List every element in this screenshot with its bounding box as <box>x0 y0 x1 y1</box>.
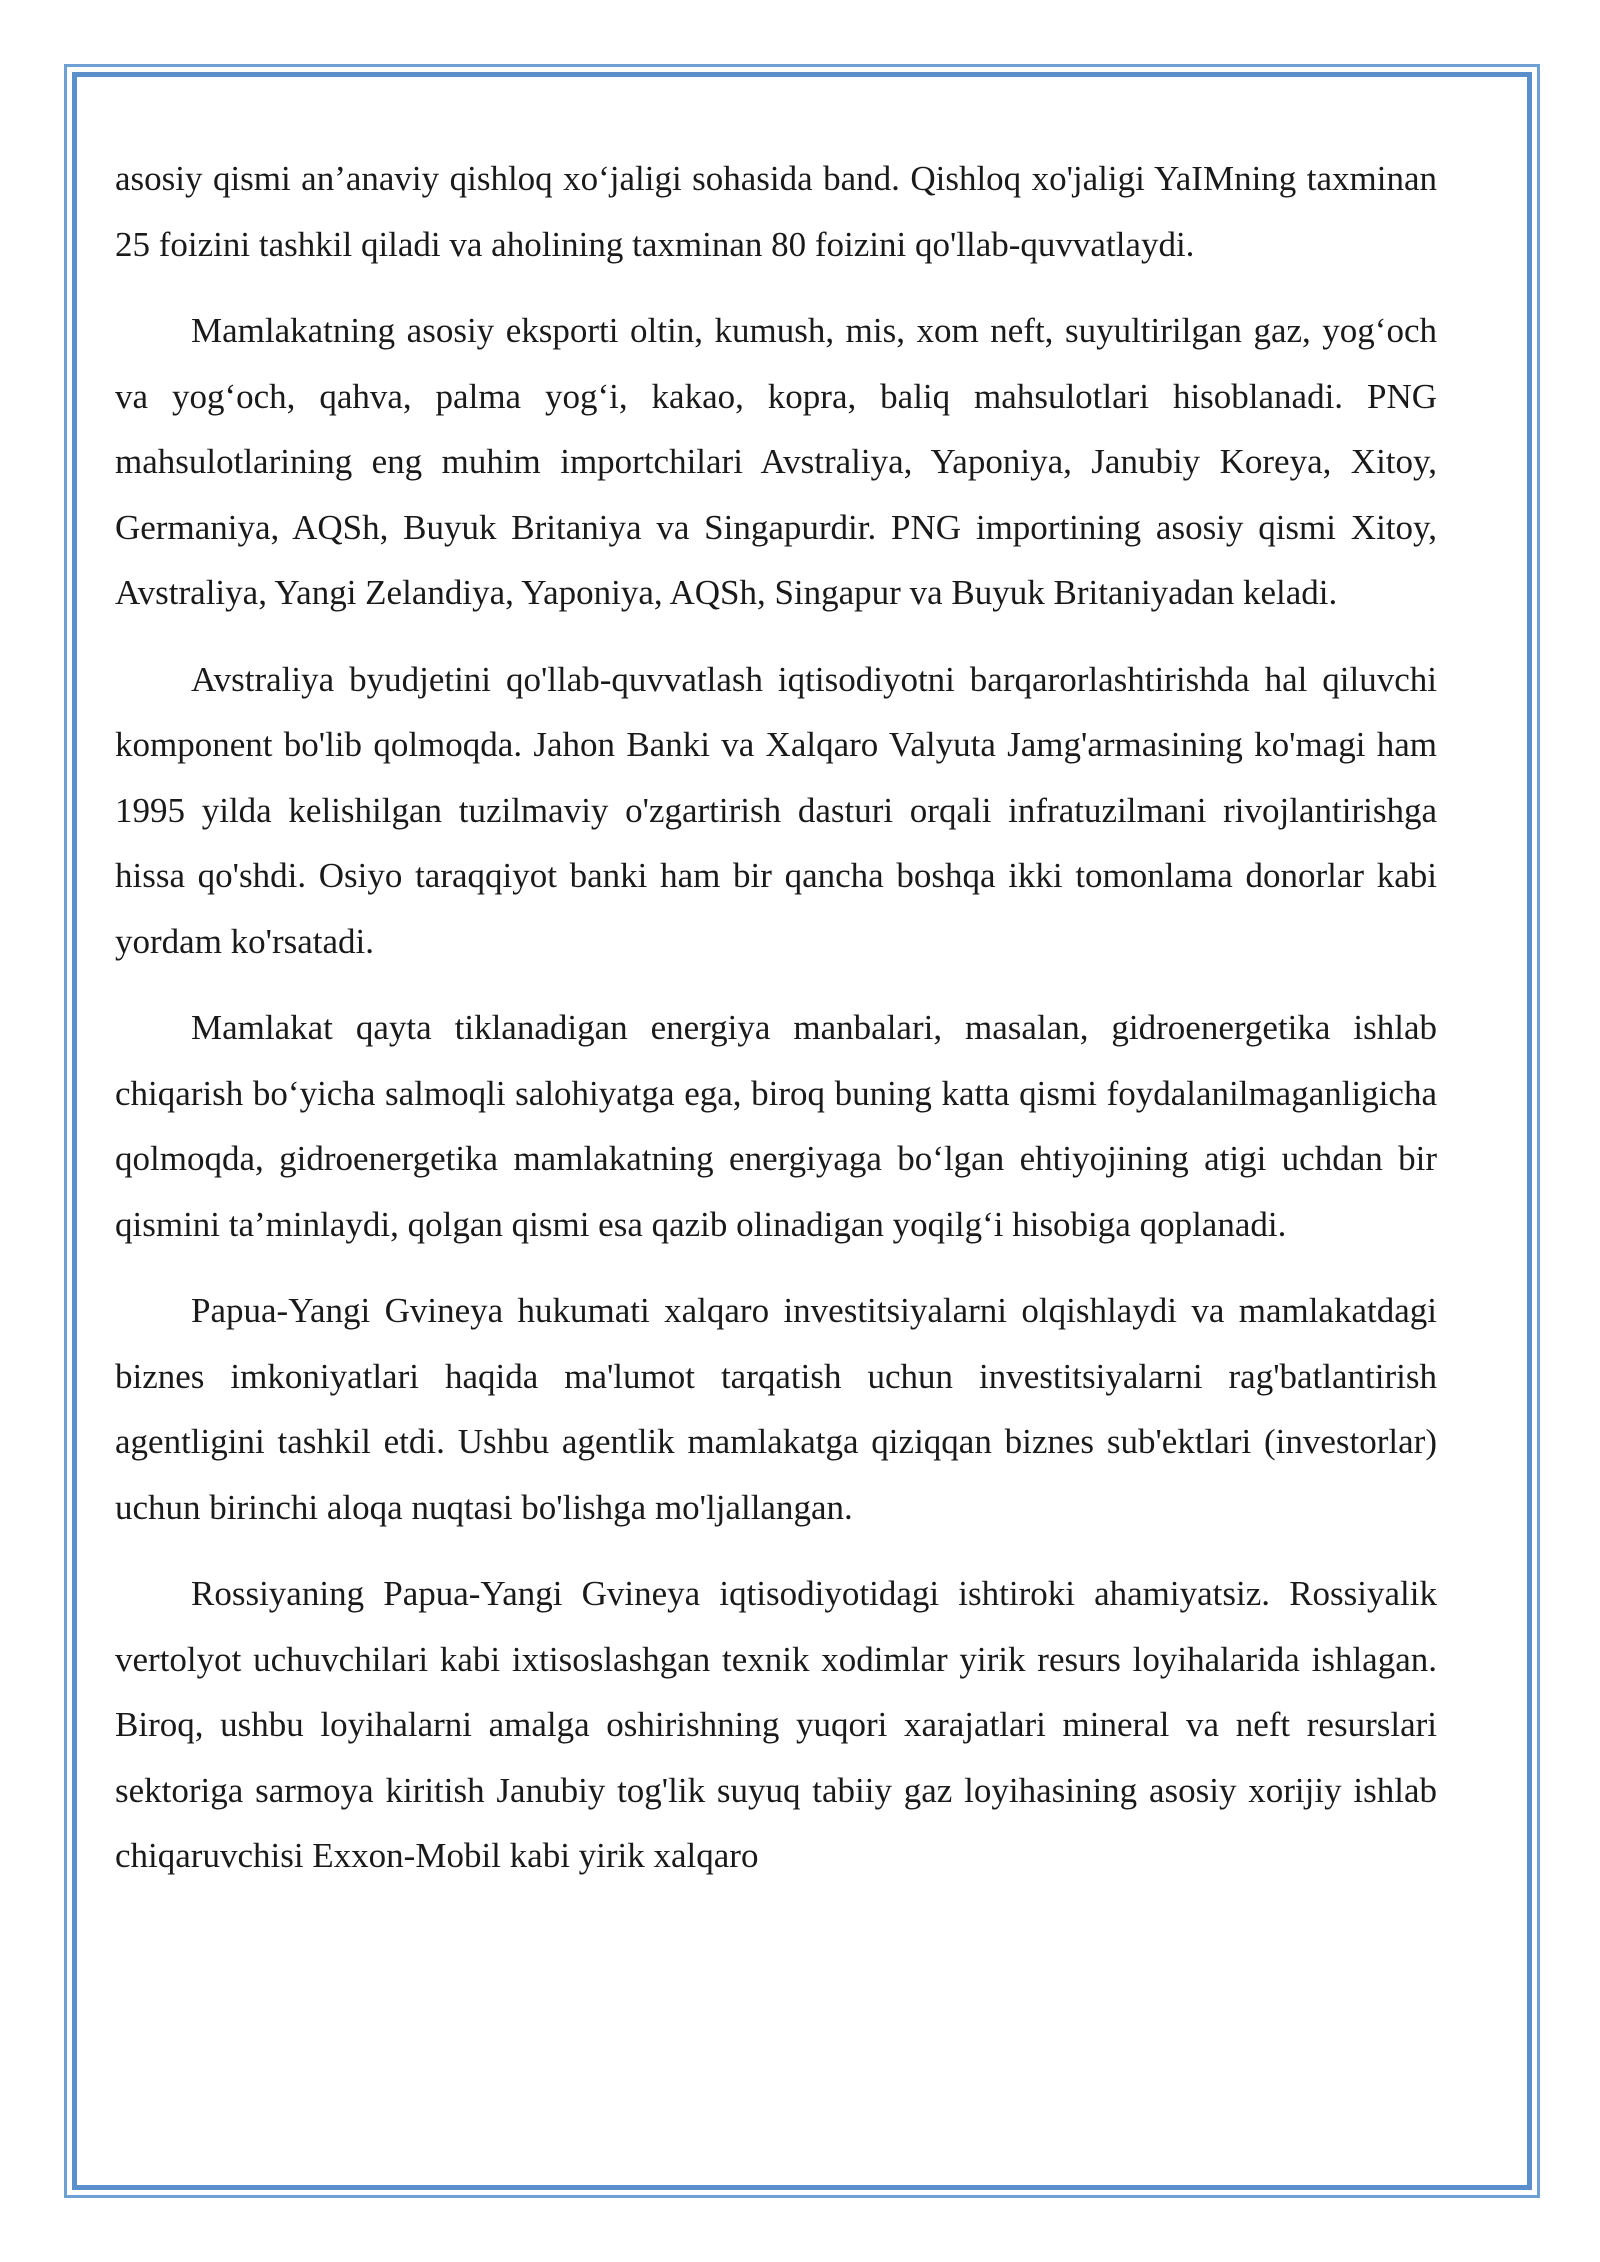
paragraph-5: Papua-Yangi Gvineya hukumati xalqaro investitsiyalarni olqishlaydi va mamlakatdagi biznes imkoniyatlari haqida ma'lumot tarqatish uchun investitsiyalarni rag'batlantirish agentligini tashkil etdi. Ushbu agentlik mamlakatga qiziqqan biznes sub'ektlari (investorlar) uchun birinchi aloqa nuqtasi bo'lishga mo'ljallangan. <box>115 1291 1437 1527</box>
paragraph-3: Avstraliya byudjetini qo'llab-quvvatlash iqtisodiyotni barqarorlashtirishda hal qiluvchi komponent bo'lib qolmoqda. Jahon Banki va Xalqaro Valyuta Jamg'armasining ko'magi ham 1995 yilda kelishilgan tuzilmaviy o'zgartirish dasturi orqali infratuzilmani rivojlantirishga hissa qo'shdi. Osiyo taraqqiyot banki ham bir qancha boshqa ikki tomonlama donorlar kabi yordam ko'rsatadi. <box>115 659 1437 961</box>
paragraph-4: Mamlakat qayta tiklanadigan energiya manbalari, masalan, gidroenergetika ishlab chiqarish bo‘yicha salmoqli salohiyatga ega, biroq buning katta qismi foydalanilmaganligicha qolmoqda, gidroenergetika mamlakatning energiyaga bo‘lgan ehtiyojining atigi uchdan bir qismini ta’minlaydi, qolgan qismi esa qazib olinadigan yoqilg‘i hisobiga qoplanadi. <box>115 1008 1437 1244</box>
paragraph-1: asosiy qismi an’anaviy qishloq xo‘jaligi sohasida band. Qishloq xo'jaligi YaIMning taxminan 25 foizini tashkil qiladi va aholining taxminan 80 foizini qo'llab-quvvatlaydi. <box>115 159 1437 264</box>
document-body <box>115 146 1437 1910</box>
paragraph-2: Mamlakatning asosiy eksporti oltin, kumush, mis, xom neft, suyultirilgan gaz, yog‘och va yog‘och, qahva, palma yog‘i, kakao, kopra, baliq mahsulotlari hisoblanadi. PNG mahsulotlarining eng muhim importchilari Avstraliya, Yaponiya, Janubiy Koreya, Xitoy, Germaniya, AQSh, Buyuk Britaniya va Singapurdir. PNG importining asosiy qismi Xitoy, Avstraliya, Yangi Zelandiya, Yaponiya, AQSh, Singapur va Buyuk Britaniyadan keladi. <box>115 311 1437 612</box>
paragraph-6: Rossiyaning Papua-Yangi Gvineya iqtisodiyotidagi ishtiroki ahamiyatsiz. Rossiyalik vertolyot uchuvchilari kabi ixtisoslashgan texnik xodimlar yirik resurs loyihalarida ishlagan. Biroq, ushbu loyihalarni amalga oshirishning yuqori xarajatlari mineral va neft resurslari sektoriga sarmoya kiritish Janubiy tog'lik suyuq tabiiy gaz loyihasining asosiy xorijiy ishlab chiqaruvchisi Exxon-Mobil kabi yirik xalqaro <box>115 1574 1437 1875</box>
